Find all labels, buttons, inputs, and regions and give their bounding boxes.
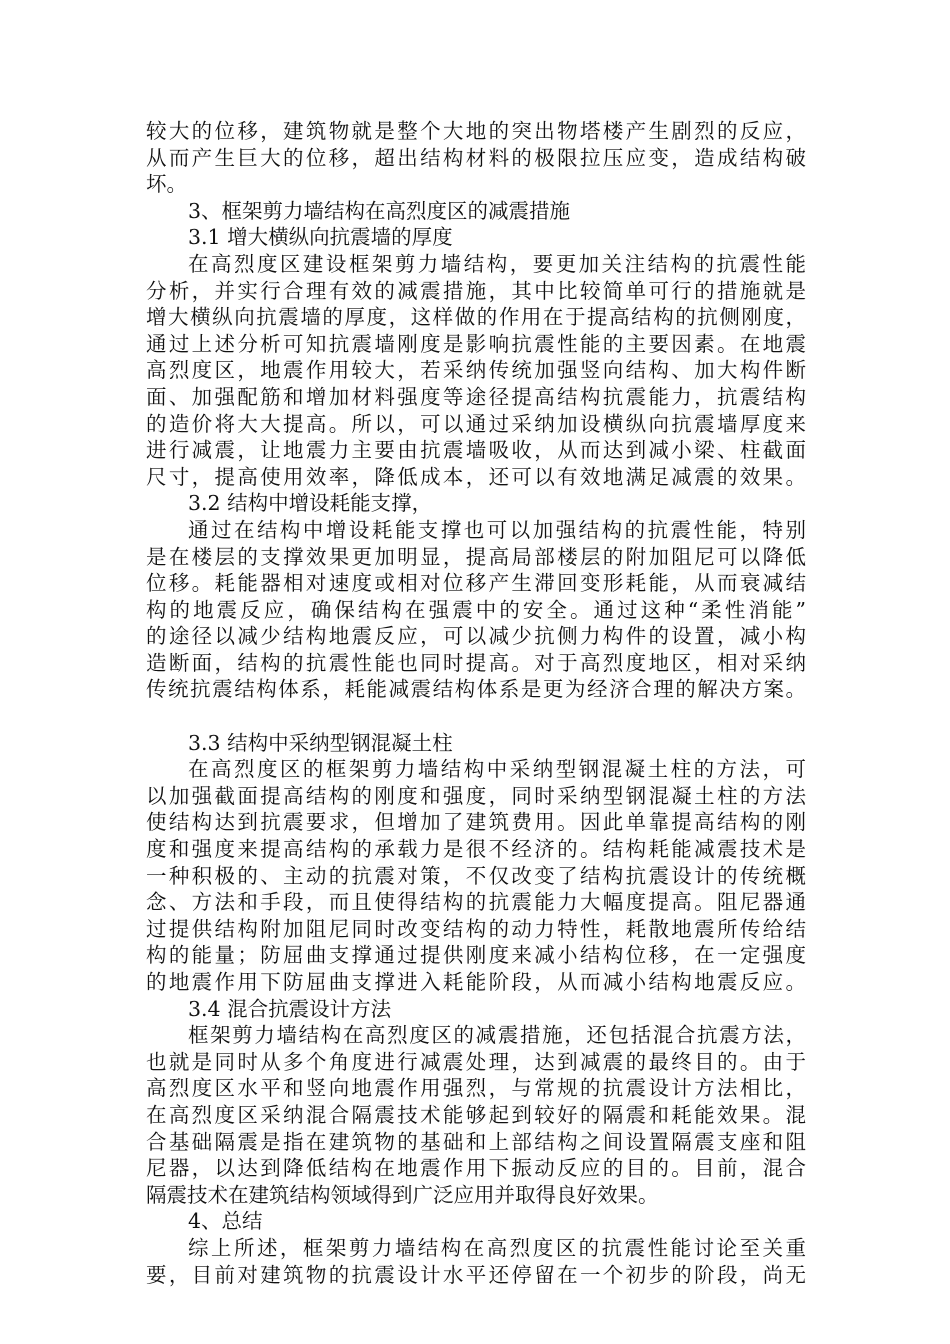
text-line: 3.2 结构中增设耗能支撑，	[188, 491, 433, 516]
text-line: 的造价将大大提高。所以，可以通过采纳加设横纵向抗震墙厚度来	[146, 411, 806, 436]
text-line: 分析，并实行合理有效的减震措施，其中比较简单可行的措施就是	[146, 278, 806, 303]
text-line: 3.4 混合抗震设计方法	[188, 996, 392, 1021]
text-line: 3.3 结构中采纳型钢混凝土柱	[188, 730, 453, 755]
text-line: 也就是同时从多个角度进行减震处理，达到减震的最终目的。由于	[146, 1049, 806, 1074]
text-line: 要，目前对建筑物的抗震设计水平还停留在一个初步的阶段，尚无	[146, 1262, 806, 1287]
text-line: 在高烈度区建设框架剪力墙结构，要更加关注结构的抗震性能	[188, 251, 806, 276]
text-line: 进行减震，让地震力主要由抗震墙吸收，从而达到减小梁、柱截面	[146, 438, 806, 463]
text-line: 位移。耗能器相对速度或相对位移产生滞回变形耗能，从而衰减结	[146, 571, 806, 596]
text-line: 在高烈度区的框架剪力墙结构中采纳型钢混凝土柱的方法，可	[188, 757, 806, 782]
text-line: 构的能量；防屈曲支撑通过提供刚度来减小结构位移，在一定强度	[146, 943, 806, 968]
text-line: 在高烈度区采纳混合隔震技术能够起到较好的隔震和耗能效果。混	[146, 1102, 806, 1127]
text-line: 通过上述分析可知抗震墙刚度是影响抗震性能的主要因素。在地震	[146, 331, 806, 356]
text-line: 合基础隔震是指在建筑物的基础和上部结构之间设置隔震支座和阻	[146, 1129, 806, 1154]
text-line: 高烈度区水平和竖向地震作用强烈，与常规的抗震设计方法相比，	[146, 1076, 806, 1101]
text-line: 增大横纵向抗震墙的厚度，这样做的作用在于提高结构的抗侧刚度，	[146, 305, 806, 330]
text-line: 4、总结	[188, 1209, 263, 1234]
text-line: 尺寸，提高使用效率，降低成本，还可以有效地满足减震的效果。	[146, 464, 806, 489]
text-line: 面、加强配筋和增加材料强度等途径提高结构抗震能力，抗震结构	[146, 384, 806, 409]
text-line: 较大的位移，建筑物就是整个大地的突出物塔楼产生剧烈的反应，	[146, 119, 806, 143]
text-line: 尼器，以达到降低结构在地震作用下振动反应的目的。目前，混合	[146, 1156, 806, 1181]
text-line: 通过在结构中增设耗能支撑也可以加强结构的抗震性能，特别	[188, 517, 806, 542]
text-line: 过提供结构附加阻尼同时改变结构的动力特性，耗散地震所传给结	[146, 916, 806, 941]
text-line: 构的地震反应，确保结构在强震中的安全。通过这种“柔性消能”	[146, 597, 806, 622]
text-line: 传统抗震结构体系，耗能减震结构体系是更为经济合理的解决方案。	[146, 677, 806, 702]
text-line: 高烈度区，地震作用较大，若采纳传统加强竖向结构、加大构件断	[146, 358, 806, 383]
text-line: 的地震作用下防屈曲支撑进入耗能阶段，从而减小结构地震反应。	[146, 970, 806, 994]
text-line: 一种积极的、主动的抗震对策，不仅改变了结构抗震设计的传统概	[146, 863, 806, 888]
text-line: 隔震技术在建筑结构领域得到广泛应用并取得良好效果。	[146, 1182, 659, 1207]
text-line: 框架剪力墙结构在高烈度区的减震措施，还包括混合抗震方法，	[188, 1023, 806, 1048]
text-line: 念、方法和手段，而且使得结构的抗震能力大幅度提高。阻尼器通	[146, 890, 806, 915]
text-line: 综上所述，框架剪力墙结构在高烈度区的抗震性能讨论至关重	[188, 1235, 806, 1260]
document-body	[146, 118, 806, 1288]
text-line: 使结构达到抗震要求，但增加了建筑费用。因此单靠提高结构的刚	[146, 810, 806, 835]
blank-line	[146, 703, 806, 730]
text-line: 坏。	[146, 172, 187, 197]
text-line: 从而产生巨大的位移，超出结构材料的极限拉压应变，造成结构破	[146, 145, 806, 170]
text-line: 3.1 增大横纵向抗震墙的厚度	[188, 225, 453, 250]
text-line: 的途径以减少结构地震反应，可以减少抗侧力构件的设置，减小构	[146, 624, 806, 649]
text-line: 以加强截面提高结构的刚度和强度，同时采纳型钢混凝土柱的方法	[146, 783, 806, 808]
text-line: 造断面，结构的抗震性能也同时提高。对于高烈度地区，相对采纳	[146, 650, 806, 675]
text-line: 是在楼层的支撑效果更加明显，提高局部楼层的附加阻尼可以降低	[146, 544, 806, 569]
text-line: 3、框架剪力墙结构在高烈度区的减震措施	[188, 198, 571, 223]
text-line: 度和强度来提高结构的承载力是很不经济的。结构耗能减震技术是	[146, 837, 806, 862]
